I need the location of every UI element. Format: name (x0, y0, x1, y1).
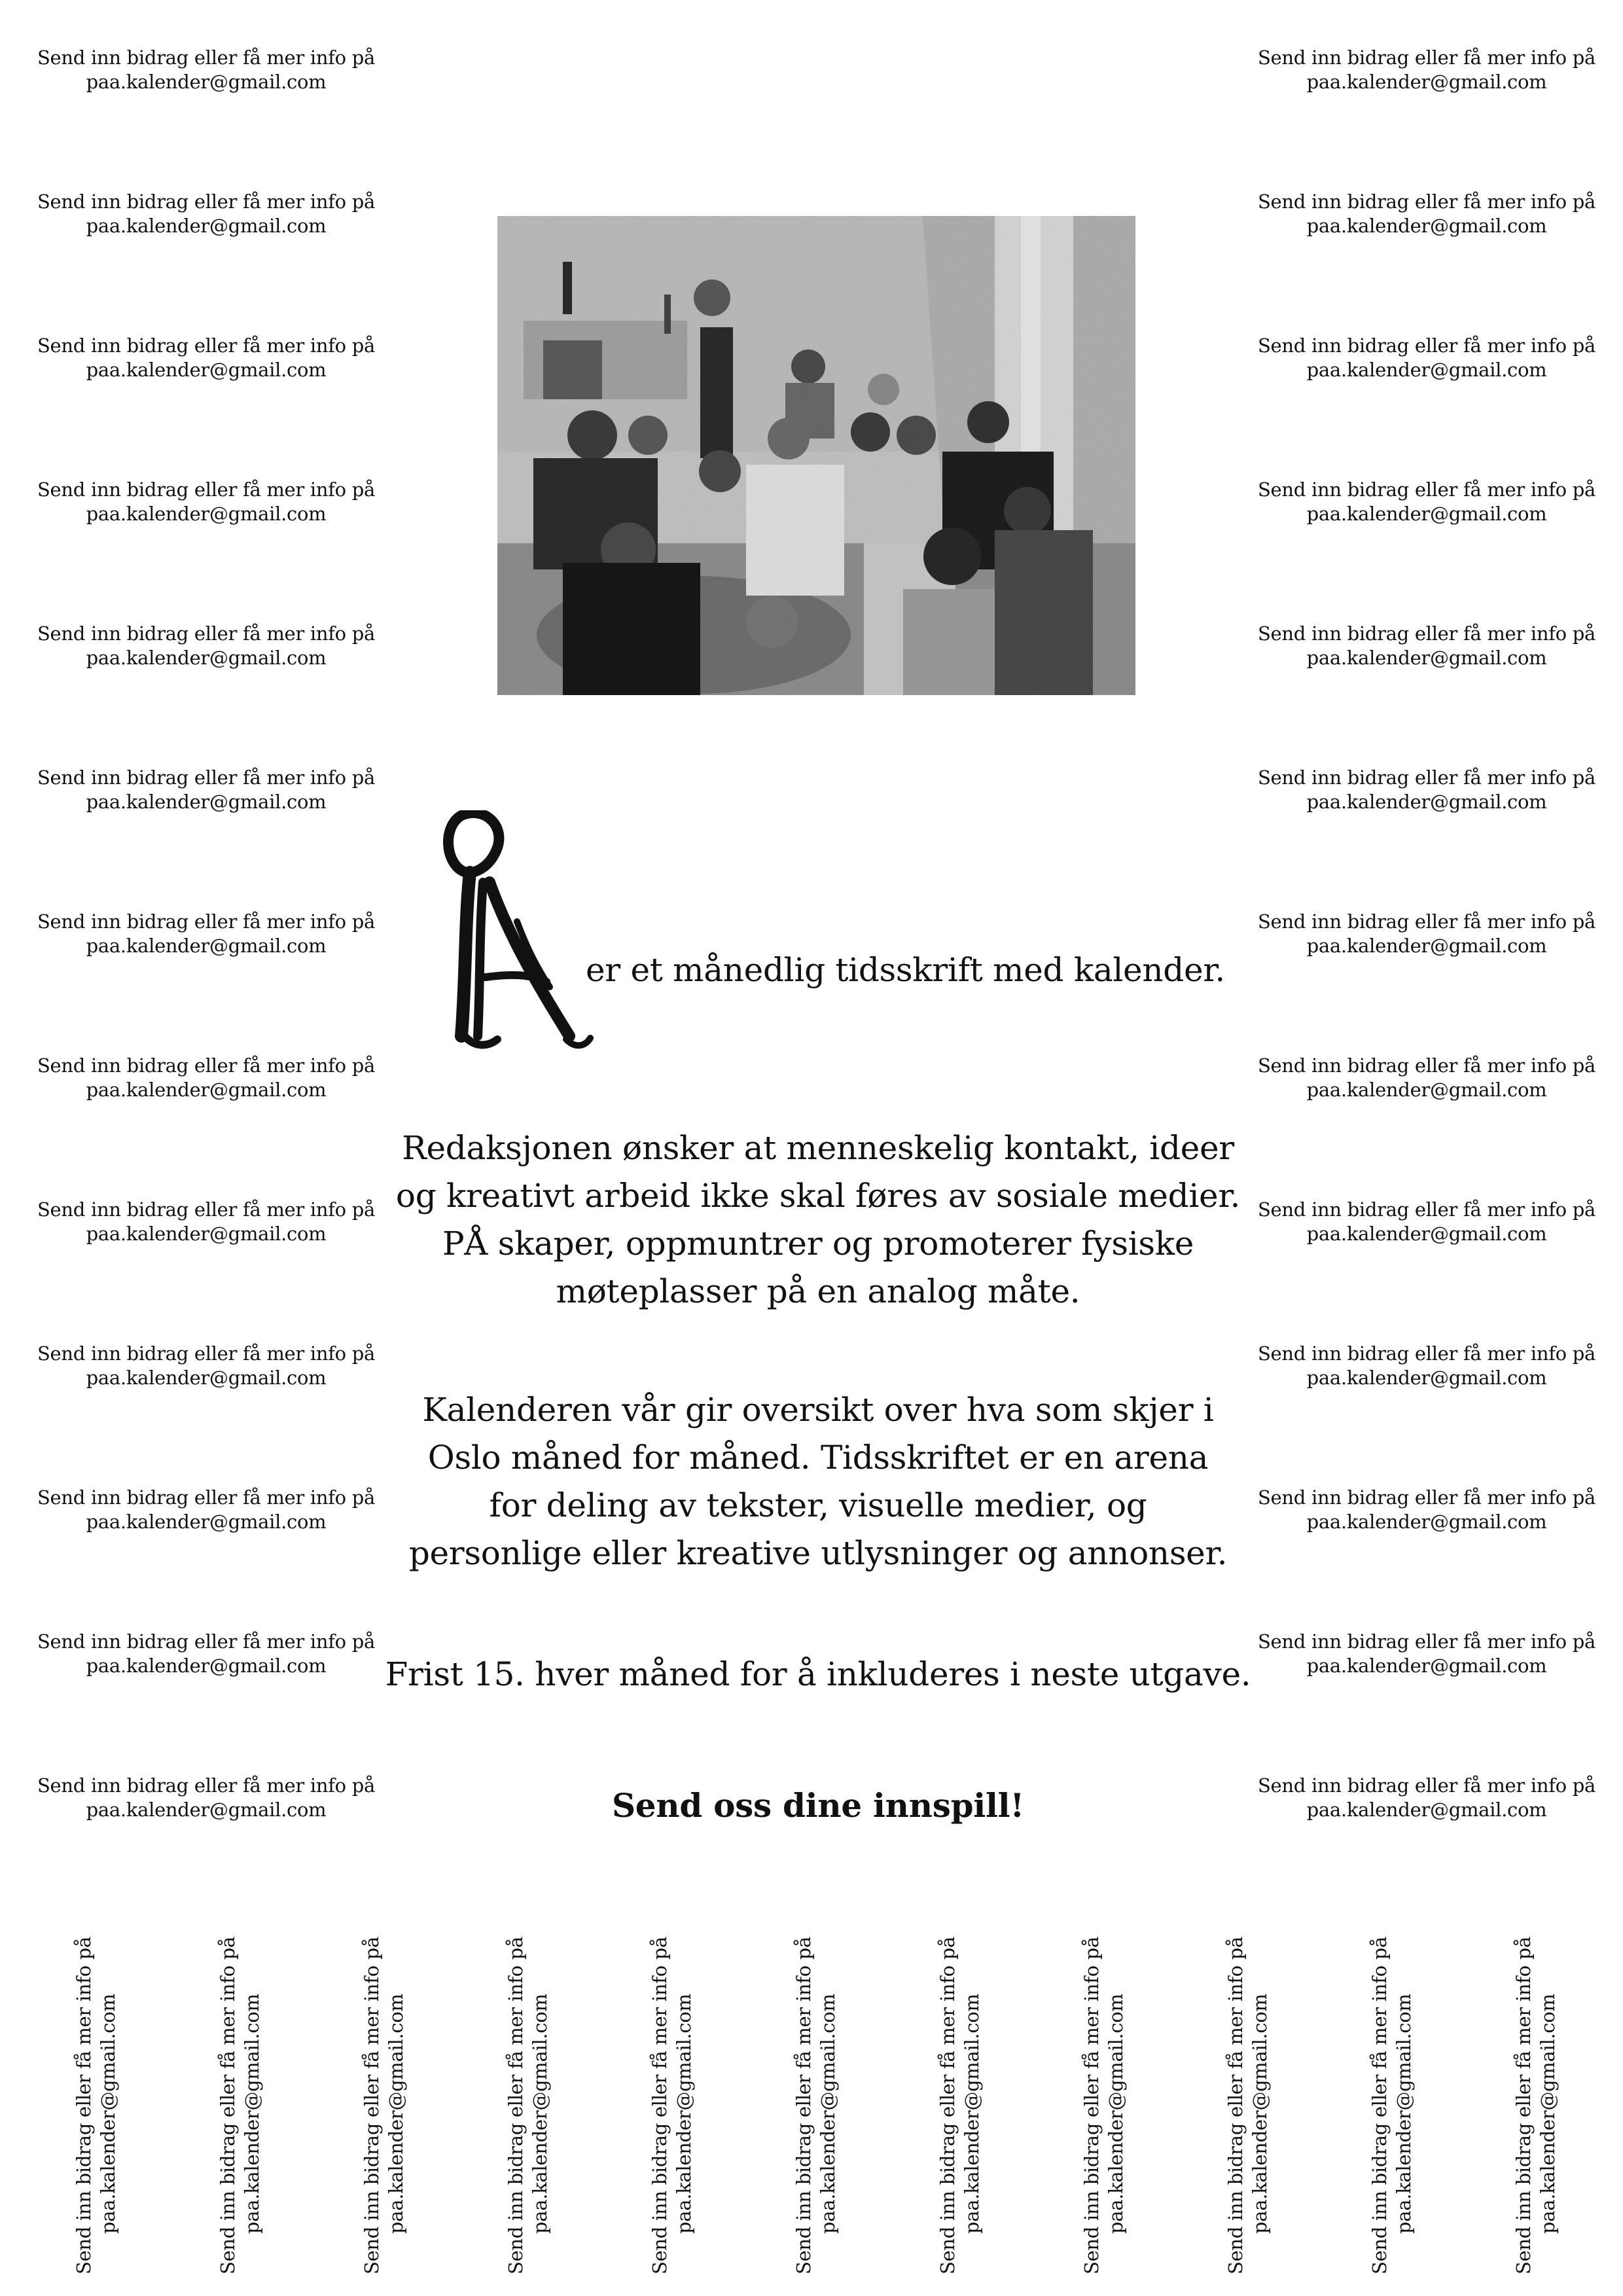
tab-line-1: Send inn bidrag eller få mer info på (1257, 1054, 1596, 1077)
tab-email: paa.kalender@gmail.com (1306, 647, 1547, 669)
tear-off-tab (36, 1198, 376, 1246)
vertical-tear-off-tab[interactable] (1368, 1936, 1416, 2274)
tab-line-1: Send inn bidrag eller få mer info på (361, 1936, 383, 2274)
tab-line-1: Send inn bidrag eller få mer info på (37, 1630, 376, 1653)
vertical-tear-off-tab[interactable] (792, 1936, 840, 2274)
tab-line-1: Send inn bidrag eller få mer info på (1257, 1630, 1596, 1653)
tab-email: paa.kalender@gmail.com (817, 1994, 839, 2234)
tab-line-1: Send inn bidrag eller få mer info på (37, 46, 376, 69)
tab-email: paa.kalender@gmail.com (1306, 1799, 1547, 1821)
paragraph-calendar (366, 1386, 1270, 1577)
tab-line-1: Send inn bidrag eller få mer info på (1257, 334, 1596, 357)
tear-off-tab (1257, 1630, 1597, 1678)
tab-email: paa.kalender@gmail.com (1306, 791, 1547, 813)
tab-email: paa.kalender@gmail.com (86, 1799, 327, 1821)
tab-line-1: Send inn bidrag eller få mer info på (1257, 1774, 1596, 1797)
tab-email: paa.kalender@gmail.com (86, 503, 327, 525)
vertical-tear-off-tab[interactable] (936, 1936, 984, 2274)
tab-email: paa.kalender@gmail.com (1537, 1994, 1559, 2234)
gathering-photo (497, 216, 1135, 695)
tab-line-1: Send inn bidrag eller få mer info på (1257, 1342, 1596, 1365)
tear-off-tab (36, 1054, 376, 1102)
paragraph-line: personlige eller kreative utlysninger og annonser. (408, 1534, 1228, 1572)
tab-email: paa.kalender@gmail.com (97, 1994, 119, 2234)
tab-line-1: Send inn bidrag eller få mer info på (936, 1936, 959, 2274)
tab-email: paa.kalender@gmail.com (86, 1223, 327, 1245)
tear-off-tab (1257, 1486, 1597, 1534)
tab-line-1: Send inn bidrag eller få mer info på (649, 1936, 671, 2274)
paragraph-editorial (366, 1124, 1270, 1316)
tab-email: paa.kalender@gmail.com (1306, 935, 1547, 957)
tab-email: paa.kalender@gmail.com (86, 1079, 327, 1101)
vertical-tear-off-tab[interactable] (72, 1936, 120, 2274)
tear-off-tab (1257, 334, 1597, 382)
tab-line-1: Send inn bidrag eller få mer info på (37, 622, 376, 645)
tab-line-1: Send inn bidrag eller få mer info på (37, 1054, 376, 1077)
tab-email: paa.kalender@gmail.com (86, 71, 327, 93)
paragraph-line: Oslo måned for måned. Tidsskriftet er en arena (427, 1439, 1209, 1477)
tab-line-1: Send inn bidrag eller få mer info på (1257, 478, 1596, 501)
tab-email: paa.kalender@gmail.com (673, 1994, 695, 2234)
tab-line-1: Send inn bidrag eller få mer info på (37, 478, 376, 501)
tear-off-tab (1257, 766, 1597, 814)
tab-email: paa.kalender@gmail.com (86, 791, 327, 813)
tab-email: paa.kalender@gmail.com (86, 1511, 327, 1533)
tab-line-1: Send inn bidrag eller få mer info på (217, 1936, 239, 2274)
tab-line-1: Send inn bidrag eller få mer info på (793, 1936, 815, 2274)
paragraph-line: Redaksjonen ønsker at menneskelig kontakt, ideer (402, 1129, 1234, 1167)
tear-off-tab (1257, 910, 1597, 958)
tab-line-1: Send inn bidrag eller få mer info på (37, 190, 376, 213)
tear-off-tab (36, 190, 376, 238)
tab-email: paa.kalender@gmail.com (86, 359, 327, 381)
tab-line-1: Send inn bidrag eller få mer info på (1257, 190, 1596, 213)
tab-email: paa.kalender@gmail.com (86, 215, 327, 237)
paragraph-line: for deling av tekster, visuelle medier, og (489, 1486, 1147, 1524)
paragraph-line: og kreativt arbeid ikke skal føres av sosiale medier. (395, 1177, 1241, 1215)
vertical-tear-off-tab[interactable] (1512, 1936, 1560, 2274)
tab-email: paa.kalender@gmail.com (1306, 1223, 1547, 1245)
tear-off-tab (36, 1630, 376, 1678)
tear-off-tab (1257, 46, 1597, 94)
tab-email: paa.kalender@gmail.com (241, 1994, 263, 2234)
tab-email: paa.kalender@gmail.com (1306, 503, 1547, 525)
tear-off-tab (36, 1486, 376, 1534)
vertical-tear-off-tab[interactable] (360, 1936, 408, 2274)
deadline-text: Frist 15. hver måned for å inkluderes i neste utgave. (385, 1655, 1251, 1693)
tab-line-1: Send inn bidrag eller få mer info på (1257, 622, 1596, 645)
tear-off-tab (36, 478, 376, 526)
tab-line-1: Send inn bidrag eller få mer info på (37, 910, 376, 933)
tear-off-tab (1257, 1054, 1597, 1102)
intro-text: er et månedlig tidsskrift med kalender. (586, 951, 1225, 989)
tab-email: paa.kalender@gmail.com (1306, 359, 1547, 381)
tab-email: paa.kalender@gmail.com (86, 935, 327, 957)
tear-off-tab (1257, 1342, 1597, 1390)
vertical-tear-off-tab[interactable] (504, 1936, 552, 2274)
tab-email: paa.kalender@gmail.com (86, 1655, 327, 1677)
tear-off-tab (1257, 622, 1597, 670)
tear-off-tab (1257, 478, 1597, 526)
tab-email: paa.kalender@gmail.com (86, 647, 327, 669)
tab-line-1: Send inn bidrag eller få mer info på (1224, 1936, 1247, 2274)
tear-off-tab (36, 334, 376, 382)
tab-line-1: Send inn bidrag eller få mer info på (37, 334, 376, 357)
tab-line-1: Send inn bidrag eller få mer info på (1257, 46, 1596, 69)
tab-email: paa.kalender@gmail.com (1393, 1994, 1415, 2234)
tab-line-1: Send inn bidrag eller få mer info på (1512, 1936, 1535, 2274)
tab-email: paa.kalender@gmail.com (1306, 1079, 1547, 1101)
tear-off-tab (36, 1342, 376, 1390)
tear-off-tab (36, 1774, 376, 1822)
tab-line-1: Send inn bidrag eller få mer info på (1257, 1198, 1596, 1221)
tab-line-1: Send inn bidrag eller få mer info på (37, 1342, 376, 1365)
tab-email: paa.kalender@gmail.com (961, 1994, 983, 2234)
tab-email: paa.kalender@gmail.com (1306, 215, 1547, 237)
tab-email: paa.kalender@gmail.com (1249, 1994, 1271, 2234)
tab-line-1: Send inn bidrag eller få mer info på (1368, 1936, 1391, 2274)
tab-email: paa.kalender@gmail.com (1306, 1655, 1547, 1677)
tab-line-1: Send inn bidrag eller få mer info på (1080, 1936, 1103, 2274)
tear-off-tab (36, 766, 376, 814)
call-to-action: Send oss dine innspill! (611, 1786, 1025, 1825)
tear-off-tab (1257, 190, 1597, 238)
tab-line-1: Send inn bidrag eller få mer info på (37, 1774, 376, 1797)
tab-line-1: Send inn bidrag eller få mer info på (1257, 1486, 1596, 1509)
tear-off-tab (36, 46, 376, 94)
tear-off-tab (36, 622, 376, 670)
vertical-tear-off-tab[interactable] (216, 1936, 264, 2274)
tear-off-tab (1257, 1774, 1597, 1822)
paragraph-line: Kalenderen vår gir oversikt over hva som skjer i (422, 1391, 1214, 1429)
tab-email: paa.kalender@gmail.com (1306, 1367, 1547, 1389)
pa-logo (438, 810, 599, 1059)
paragraph-line: PÅ skaper, oppmuntrer og promoterer fysiske (442, 1225, 1194, 1263)
tab-line-1: Send inn bidrag eller få mer info på (37, 1198, 376, 1221)
tab-email: paa.kalender@gmail.com (1105, 1994, 1127, 2234)
tab-email: paa.kalender@gmail.com (529, 1994, 551, 2234)
tab-line-1: Send inn bidrag eller få mer info på (1257, 766, 1596, 789)
tab-email: paa.kalender@gmail.com (86, 1367, 327, 1389)
tab-line-1: Send inn bidrag eller få mer info på (73, 1936, 95, 2274)
paragraph-line: møteplasser på en analog måte. (556, 1272, 1080, 1310)
tab-line-1: Send inn bidrag eller få mer info på (1257, 910, 1596, 933)
vertical-tear-off-tab[interactable] (648, 1936, 696, 2274)
vertical-tear-off-tab[interactable] (1080, 1936, 1128, 2274)
tab-email: paa.kalender@gmail.com (1306, 71, 1547, 93)
tab-email: paa.kalender@gmail.com (385, 1994, 407, 2234)
tear-off-tab (1257, 1198, 1597, 1246)
tab-line-1: Send inn bidrag eller få mer info på (37, 766, 376, 789)
tear-off-tab (36, 910, 376, 958)
tab-line-1: Send inn bidrag eller få mer info på (505, 1936, 527, 2274)
vertical-tear-off-tab[interactable] (1224, 1936, 1272, 2274)
tab-email: paa.kalender@gmail.com (1306, 1511, 1547, 1533)
tab-line-1: Send inn bidrag eller få mer info på (37, 1486, 376, 1509)
